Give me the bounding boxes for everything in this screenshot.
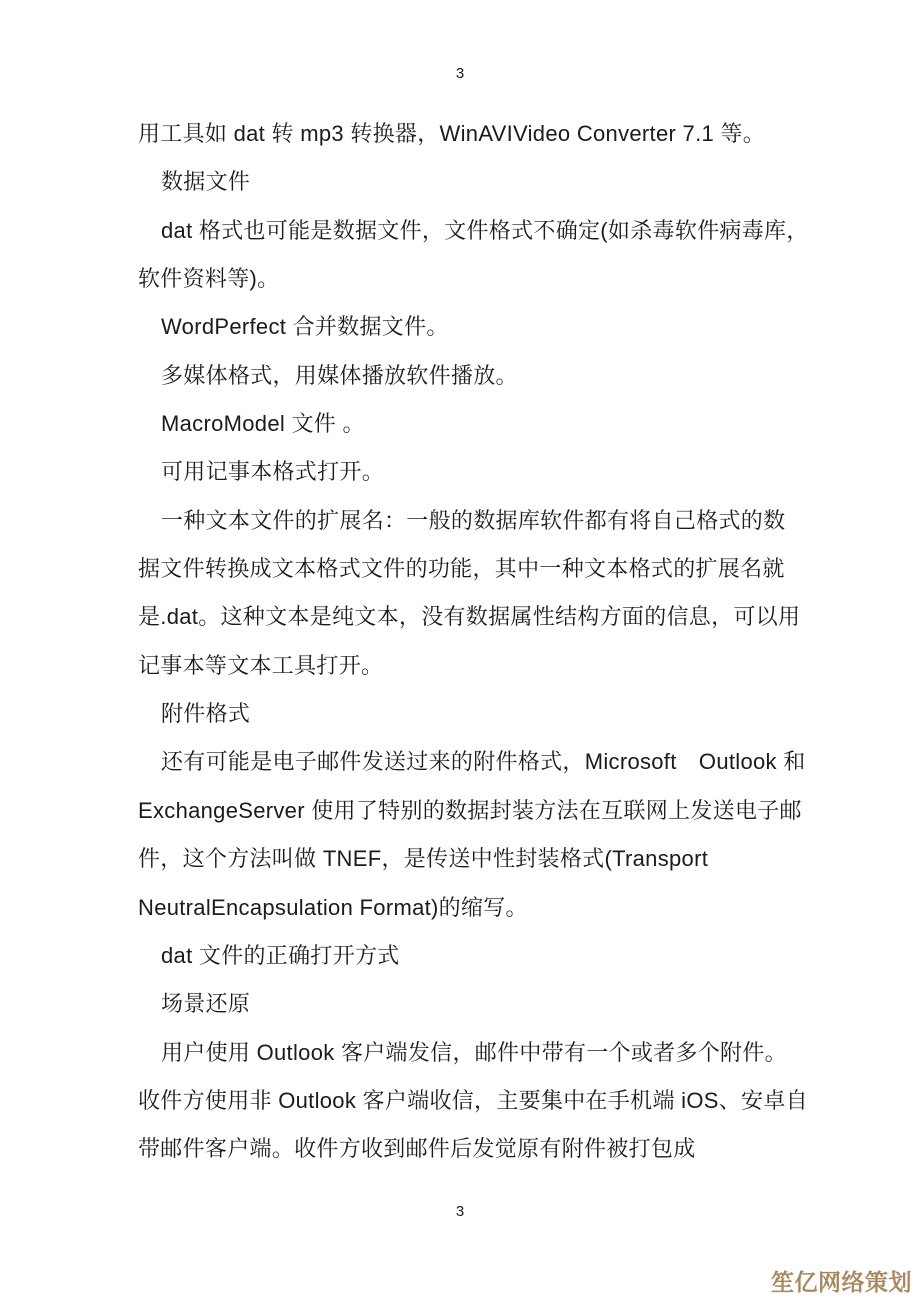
text-line: dat 格式也可能是数据文件，文件格式不确定(如杀毒软件病毒库，: [161, 217, 809, 243]
text-line: 附件格式: [161, 701, 251, 727]
text-line: 多媒体格式，用媒体播放软件播放。: [161, 362, 518, 388]
text-line: 记事本等文本工具打开。: [138, 652, 384, 678]
text-line: 件，这个方法叫做 TNEF，是传送中性封装格式(Transport: [138, 846, 709, 872]
text-line: dat 文件的正确打开方式: [161, 942, 400, 968]
text-line: 是.dat。这种文本是纯文本，没有数据属性结构方面的信息，可以用: [138, 604, 801, 630]
text-line: 收件方使用非 Outlook 客户端收信，主要集中在手机端 iOS、安卓自: [138, 1087, 808, 1113]
text-line: 还有可能是电子邮件发送过来的附件格式，Microsoft Outlook 和: [161, 749, 806, 775]
text-line: 用户使用 Outlook 客户端发信，邮件中带有一个或者多个附件。: [161, 1039, 787, 1065]
text-line: MacroModel 文件 。: [161, 411, 365, 437]
text-line: 可用记事本格式打开。: [161, 459, 385, 485]
text-line: 据文件转换成文本格式文件的功能，其中一种文本格式的扩展名就: [138, 556, 785, 582]
text-line: NeutralEncapsulation Format)的缩写。: [138, 894, 528, 920]
footer-page-number: 3: [455, 1203, 465, 1220]
text-line: 软件资料等)。: [138, 266, 280, 292]
text-line: 用工具如 dat 转 mp3 转换器，WinAVIVideo Converter 7.1 等。: [138, 121, 766, 146]
text-line: WordPerfect 合并数据文件。: [161, 314, 449, 340]
document-body: [138, 110, 809, 1174]
header-page-number: 3: [455, 65, 465, 82]
watermark-text: 笙亿网络策划: [771, 1269, 912, 1295]
text-line: 数据文件: [161, 169, 251, 195]
text-line: 带邮件客户端。收件方收到邮件后发觉原有附件被打包成: [138, 1136, 696, 1162]
text-line: 一种文本文件的扩展名：一般的数据库软件都有将自己格式的数: [161, 507, 786, 533]
text-line: ExchangeServer 使用了特别的数据封装方法在互联网上发送电子邮: [138, 797, 802, 823]
text-line: 场景还原: [161, 991, 251, 1017]
